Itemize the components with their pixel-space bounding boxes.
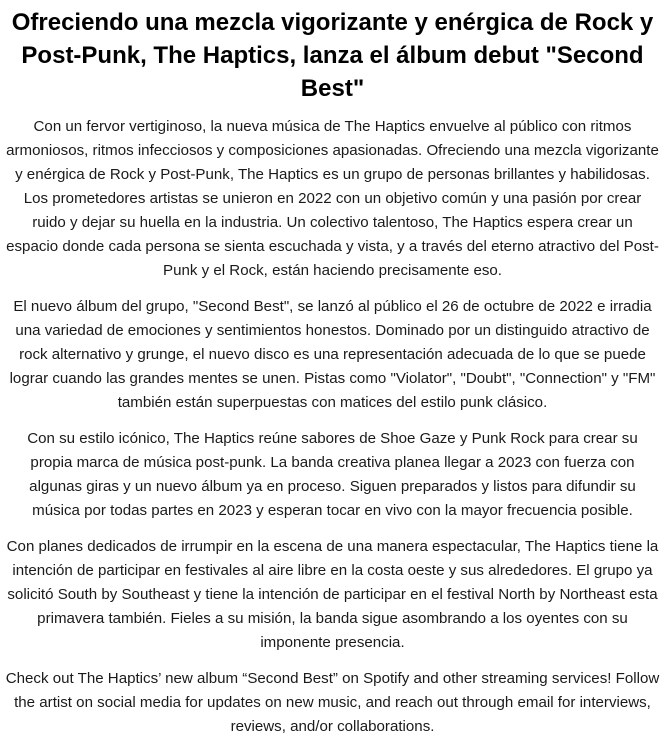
article-title: Ofreciendo una mezcla vigorizante y enérgica de Rock y Post-Punk, The Haptics, lanza el álbum debut "Second Best" [11,9,654,102]
article-paragraph-call-to-action: Check out The Haptics’ new album “Second Best” on Spotify and other streaming services! Follow the artist on social media for updates on new music, and reach out through email for interviews, reviews, and/or collaborations. [5,670,660,735]
article-paragraph-intro: Con un fervor vertiginoso, la nueva música de The Haptics envuelve al público con ritmos armoniosos, ritmos infecciosos y composiciones apasionadas. Ofreciendo una mezcla vigorizante y enérgica de Rock y Post-Punk, The Haptics es un grupo de personas brillantes y habilidosas. Los prometedores artistas se unieron en 2022 con un objetivo común y una pasión por crear ruido y dejar su huella en la industria. Un colectivo talentoso, The Haptics espera crear un espacio donde cada persona se sienta escuchada y vista, y a través del eterno atractivo del Post-Punk y el Rock, están haciendo precisamente eso. [6,118,659,279]
article-paragraph-style: Con su estilo icónico, The Haptics reúne sabores de Shoe Gaze y Punk Rock para crear su propia marca de música post-punk. La banda creativa planea llegar a 2023 con fuerza con algunas giras y un nuevo álbum ya en proceso. Siguen preparados y listos para difundir su música por todas partes en 2023 y esperan tocar en vivo con la mayor frecuencia posible. [27,430,638,519]
article-paragraph-album: El nuevo álbum del grupo, "Second Best", se lanzó al público el 26 de octubre de 2022 e irradia una variedad de emociones y sentimientos honestos. Dominado por un distinguido atractivo de rock alternativo y grunge, el nuevo disco es una representación adecuada de lo que se puede lograr cuando las grandes mentes se unen. Pistas como "Violator", "Doubt", "Connection" y "FM" también están superpuestas con matices del estilo punk clásico. [9,298,656,411]
article-paragraph-festivals: Con planes dedicados de irrumpir en la escena de una manera espectacular, The Haptics tiene la intención de participar en festivales al aire libre en la costa oeste y sus alrededores. El grupo ya solicitó South by Southeast y tiene la intención de participar en el festival North by Northeast esta primavera también. Fieles a su misión, la banda sigue asombrando a los oyentes con su imponente presencia. [6,538,659,651]
